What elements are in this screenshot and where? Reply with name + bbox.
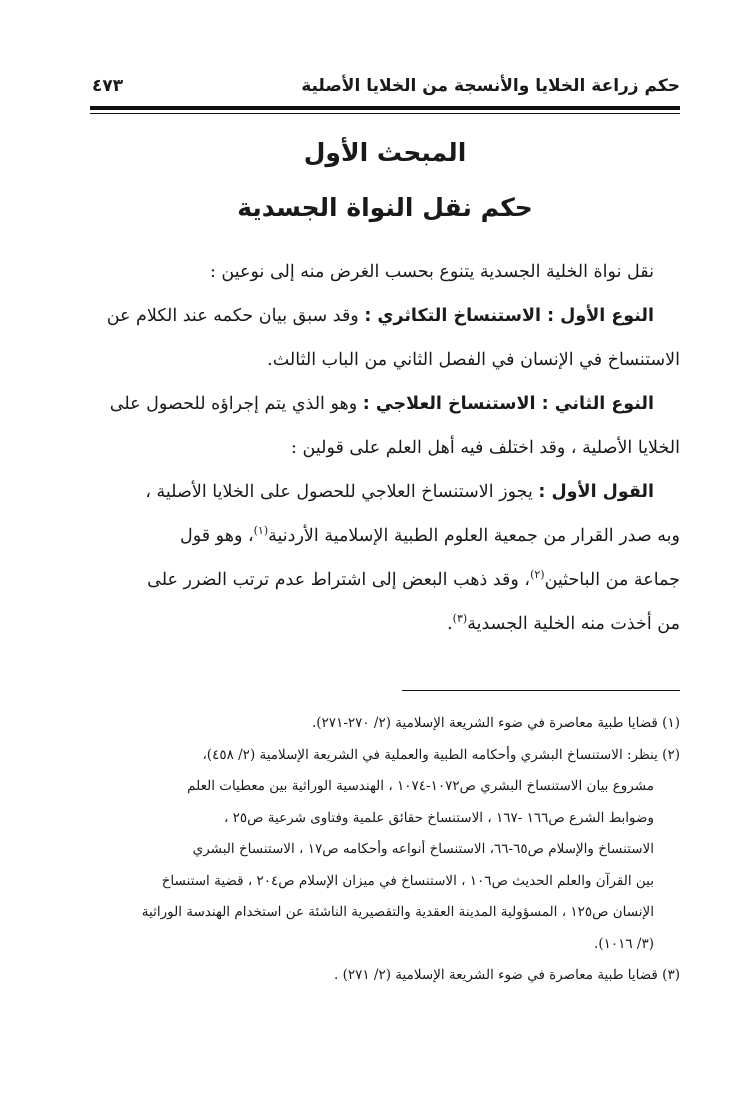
paragraph-line [92,382,680,426]
footnote-2-cont: مشروع بيان الاستنساخ البشري ص١٠٧٢-١٠٧٤ ، الهندسية الوراثية بين معطيات العلم [187,778,654,794]
footnote-2-cont: وضوابط الشرع ص١٦٦ -١٦٧ ، الاستنساخ حقائق علمية وفتاوى شرعية ص٢٥ ، [224,809,654,826]
footnote-ref: (٢) [530,568,545,582]
footnote-3: (٣) قضايا طبية معاصرة في ضوء الشريعة الإسلامية (٢/ ٢٧١) . [334,967,680,983]
paragraph-text: جماعة من الباحثين [544,570,680,590]
page-number: ٤٧٣ [92,76,124,96]
paragraph-text: ، وهو قول [180,526,254,546]
page-header [92,76,680,102]
footnotes [92,708,680,992]
footnote-1: (١) قضايا طبية معاصرة في ضوء الشريعة الإسلامية (٢/ ٢٧٠-٢٧١). [311,715,680,731]
footnote-2-cont: (٣/ ١٠١٦). [594,935,654,952]
term-label: النوع الأول : الاستنساخ التكاثري : [364,306,654,326]
paragraph-line [92,602,680,646]
paragraph-line [92,294,680,338]
paragraph-line [92,514,680,558]
intro-text: نقل نواة الخلية الجسدية يتنوع بحسب الغرض منه إلى نوعين : [209,262,654,282]
paragraph-text: وبه صدر القرار من جمعية العلوم الطبية الإسلامية الأردنية [268,526,680,546]
running-title: حكم زراعة الخلايا والأنسجة من الخلايا الأصلية [301,76,680,96]
footnote-ref: (١) [253,524,269,538]
body-text [92,250,680,646]
footnote-ref: (٣) [452,612,468,626]
paragraph-text: من أخذت منه الخلية الجسدية [467,614,680,634]
term-label: النوع الثاني : الاستنساخ العلاجي : [362,394,654,414]
footnote-2-cont: الإنسان ص١٢٥ ، المسؤولية المدينة العقدية والتقصيرية الناشئة عن استخدام الهندسة الوراثية [141,904,654,920]
intro-line [92,250,680,294]
footnote-2: (٢) ينظر: الاستنساخ البشري وأحكامه الطبية والعملية في الشريعة الإسلامية (٢/ ٤٥٨)، [202,746,680,763]
header-rule-thin [90,113,680,114]
paragraph-text: الاستنساخ في الإنسان في الفصل الثاني من الباب الثالث. [267,350,680,370]
paragraph-text: وهو الذي يتم إجراؤه للحصول على [109,394,363,414]
footnote-2-cont: بين القرآن والعلم الحديث ص١٠٦ ، الاستنساخ في ميزان الإسلام ص٢٠٤ ، قضية استنساخ [161,872,654,889]
paragraph-line [92,338,680,382]
section-heading: المبحث الأول [303,138,467,167]
paragraph-text: وقد سبق بيان حكمه عند الكلام عن [106,306,365,326]
term-label: القول الأول : [538,482,654,502]
header-rule-thick [90,106,680,110]
paragraph-line [92,558,680,602]
paragraph-text: . [447,614,453,634]
paragraph-line [92,426,680,470]
paragraph-text: الخلايا الأصلية ، وقد اختلف فيه أهل العلم على قولين : [291,438,680,458]
footnote-2-cont: الاستنساخ والإسلام ص٦٥-٦٦، الاستنساخ أنواعه وأحكامه ص١٧ ، الاستنساخ البشري [192,841,654,857]
paragraph-text: يجوز الاستنساخ العلاجي للحصول على الخلايا الأصلية ، [145,482,539,502]
section-subtitle: حكم نقل النواة الجسدية [237,193,533,222]
paragraph-line [92,470,680,514]
paragraph-text: ، وقد ذهب البعض إلى اشتراط عدم ترتب الضرر على [147,570,531,590]
footnote-separator [402,690,680,691]
